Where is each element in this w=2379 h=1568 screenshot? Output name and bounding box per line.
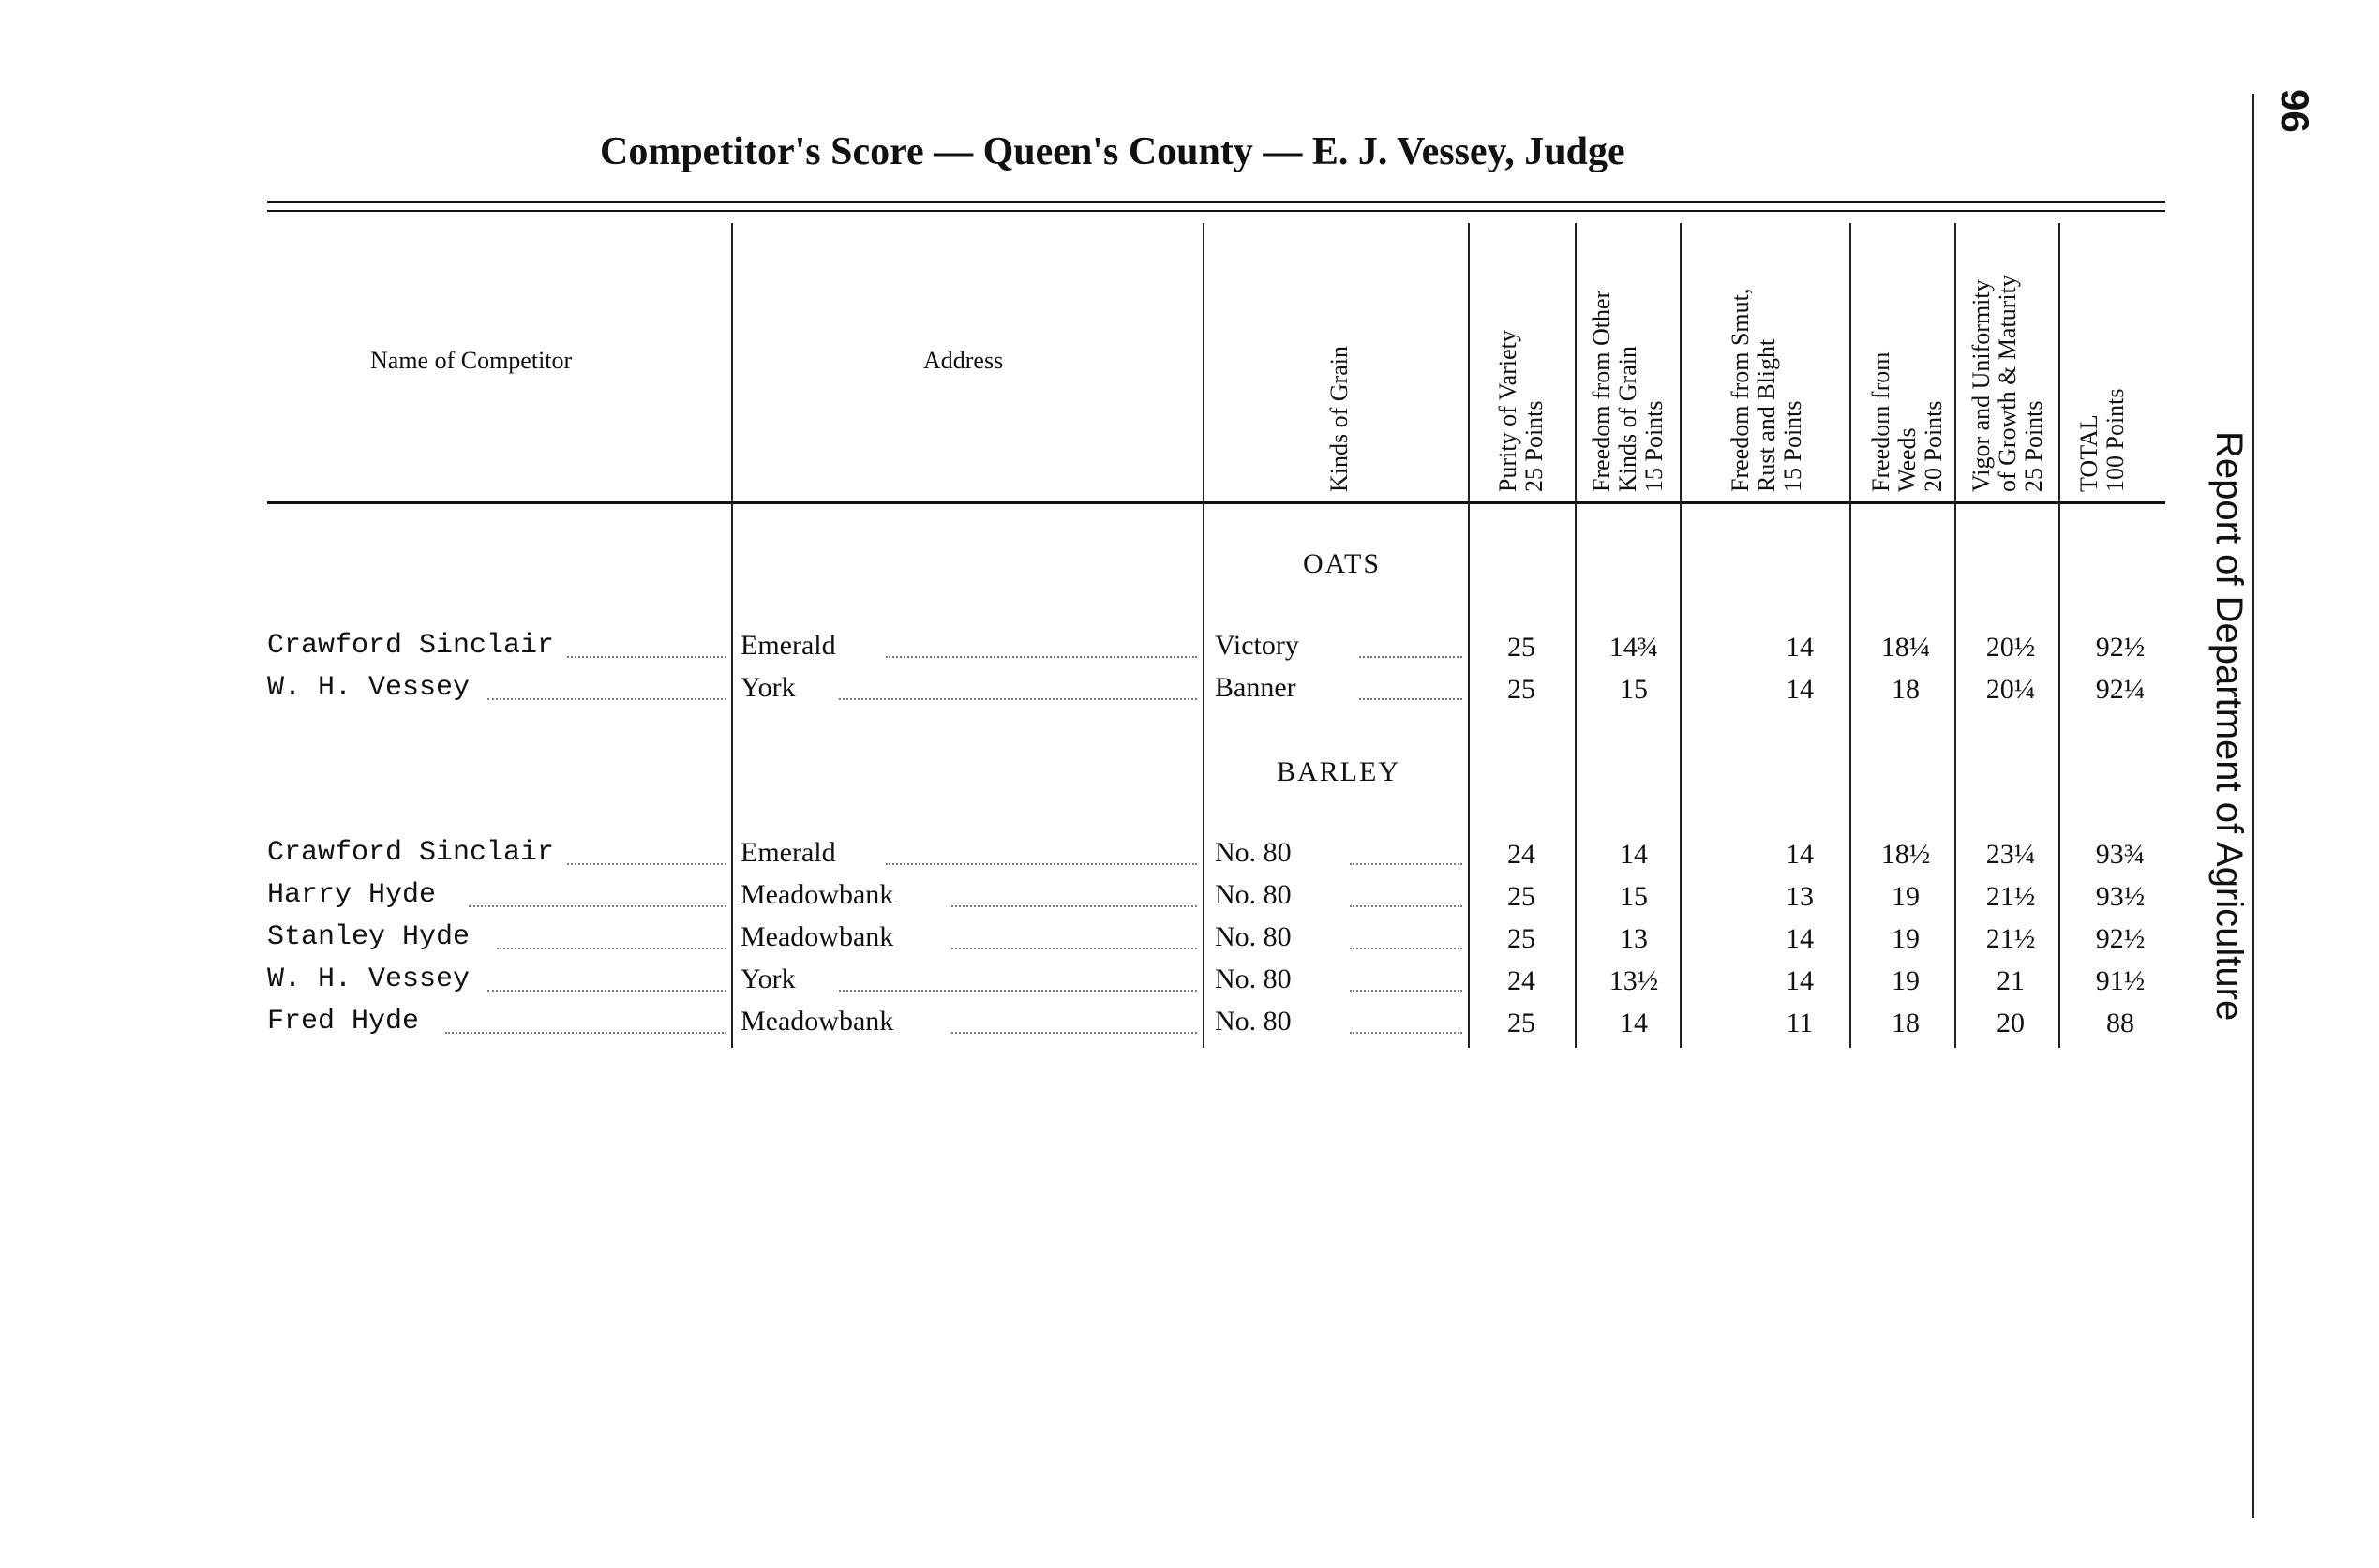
column-divider bbox=[1680, 223, 1682, 1048]
column-divider bbox=[1203, 223, 1204, 1048]
column-divider bbox=[1468, 223, 1470, 1048]
score-freedom-other: 15 bbox=[1620, 881, 1648, 912]
leader-dots bbox=[1359, 698, 1462, 700]
score-purity: 25 bbox=[1507, 881, 1535, 912]
header-purity: Purity of Variety 25 Points bbox=[1494, 330, 1548, 492]
grain: No. 80 bbox=[1215, 879, 1292, 910]
score-purity: 25 bbox=[1507, 923, 1535, 954]
top-rule bbox=[267, 201, 2165, 203]
section-label-oats: OATS bbox=[1303, 548, 1382, 579]
running-title: Report of Department of Agriculture bbox=[2208, 431, 2250, 1022]
leader-dots bbox=[567, 863, 726, 865]
leader-dots bbox=[886, 656, 1197, 658]
leader-dots bbox=[487, 990, 726, 992]
score-purity: 24 bbox=[1507, 839, 1535, 870]
score-freedom-other: 14 bbox=[1620, 839, 1648, 870]
score-total: 91½ bbox=[2095, 965, 2146, 996]
top-rule-secondary bbox=[267, 210, 2165, 212]
grain: No. 80 bbox=[1215, 837, 1292, 868]
header-freedom-other: Freedom from Other Kinds of Grain 15 Points bbox=[1588, 290, 1668, 492]
score-freedom-smut: 11 bbox=[1786, 1008, 1814, 1038]
leader-dots bbox=[839, 990, 1197, 992]
column-divider bbox=[1954, 223, 1956, 1048]
score-vigor: 20 bbox=[1997, 1008, 2025, 1038]
score-purity: 24 bbox=[1507, 965, 1535, 996]
leader-dots bbox=[1350, 1032, 1462, 1034]
score-purity: 25 bbox=[1507, 1008, 1535, 1038]
score-vigor: 21½ bbox=[1985, 923, 2036, 954]
leader-dots bbox=[1359, 656, 1462, 658]
column-divider bbox=[1575, 223, 1577, 1048]
score-freedom-smut: 14 bbox=[1786, 839, 1814, 870]
grain: No. 80 bbox=[1215, 921, 1292, 952]
competitor-name: W. H. Vessey bbox=[267, 963, 471, 995]
address: Meadowbank bbox=[741, 1006, 894, 1037]
header-freedom-weeds: Freedom from Weeds 20 Points bbox=[1867, 351, 1947, 492]
competitor-name: Harry Hyde bbox=[267, 879, 437, 911]
score-freedom-other: 13 bbox=[1620, 923, 1648, 954]
address: Meadowbank bbox=[741, 879, 894, 910]
section-label-barley: BARLEY bbox=[1277, 756, 1400, 787]
leader-dots bbox=[1350, 990, 1462, 992]
leader-dots bbox=[1350, 905, 1462, 907]
leader-dots bbox=[487, 698, 726, 700]
leader-dots bbox=[839, 698, 1197, 700]
competitor-name: W. H. Vessey bbox=[267, 672, 471, 704]
header-address: Address bbox=[923, 347, 1004, 374]
score-freedom-other: 14¾ bbox=[1608, 632, 1659, 663]
score-freedom-smut: 14 bbox=[1786, 632, 1814, 663]
leader-dots bbox=[469, 905, 726, 907]
leader-dots bbox=[567, 656, 726, 658]
score-vigor: 20¼ bbox=[1985, 674, 2036, 705]
address: York bbox=[741, 672, 796, 703]
address: Emerald bbox=[741, 630, 836, 661]
score-freedom-weeds: 19 bbox=[1892, 965, 1920, 996]
address: Meadowbank bbox=[741, 921, 894, 952]
score-total: 93½ bbox=[2095, 881, 2146, 912]
score-total: 92¼ bbox=[2095, 674, 2146, 705]
score-total: 92½ bbox=[2095, 923, 2146, 954]
score-freedom-other: 14 bbox=[1620, 1008, 1648, 1038]
leader-dots bbox=[951, 1032, 1197, 1034]
score-freedom-smut: 14 bbox=[1786, 923, 1814, 954]
grain: No. 80 bbox=[1215, 963, 1292, 994]
score-vigor: 21 bbox=[1997, 965, 2025, 996]
competitor-name: Fred Hyde bbox=[267, 1006, 420, 1038]
header-vigor: Vigor and Uniformity of Growth & Maturity 25 Points bbox=[1968, 275, 2047, 492]
header-grain: Kinds of Grain bbox=[1325, 346, 1353, 492]
header-rule bbox=[267, 501, 2165, 504]
score-freedom-weeds: 19 bbox=[1892, 923, 1920, 954]
leader-dots bbox=[1350, 948, 1462, 949]
score-freedom-other: 13½ bbox=[1608, 965, 1659, 996]
score-freedom-smut: 14 bbox=[1786, 674, 1814, 705]
score-vigor: 21½ bbox=[1985, 881, 2036, 912]
address: Emerald bbox=[741, 837, 836, 868]
score-vigor: 23¼ bbox=[1985, 839, 2036, 870]
score-freedom-smut: 14 bbox=[1786, 965, 1814, 996]
leader-dots bbox=[886, 863, 1197, 865]
grain: Banner bbox=[1215, 672, 1296, 703]
page-number: 96 bbox=[2273, 89, 2317, 133]
score-freedom-weeds: 18½ bbox=[1880, 839, 1931, 870]
score-purity: 25 bbox=[1507, 674, 1535, 705]
column-divider bbox=[2058, 223, 2060, 1048]
leader-dots bbox=[497, 948, 726, 949]
score-freedom-weeds: 18¼ bbox=[1880, 632, 1931, 663]
score-purity: 25 bbox=[1507, 632, 1535, 663]
address: York bbox=[741, 963, 796, 994]
score-total: 93¾ bbox=[2095, 839, 2146, 870]
score-freedom-weeds: 19 bbox=[1892, 881, 1920, 912]
header-name: Name of Competitor bbox=[370, 347, 573, 374]
grain: Victory bbox=[1215, 630, 1299, 661]
score-freedom-weeds: 18 bbox=[1892, 674, 1920, 705]
leader-dots bbox=[951, 905, 1197, 907]
score-total: 92½ bbox=[2095, 632, 2146, 663]
competitor-name: Crawford Sinclair bbox=[267, 630, 555, 662]
score-total: 88 bbox=[2106, 1008, 2134, 1038]
leader-dots bbox=[951, 948, 1197, 949]
header-freedom-smut: Freedom from Smut, Rust and Blight 15 Points bbox=[1727, 288, 1806, 492]
leader-dots bbox=[1350, 863, 1462, 865]
margin-rule bbox=[2252, 94, 2254, 1518]
header-total: TOTAL 100 Points bbox=[2075, 388, 2129, 492]
column-divider bbox=[1849, 223, 1851, 1048]
score-freedom-smut: 13 bbox=[1786, 881, 1814, 912]
score-freedom-other: 15 bbox=[1620, 674, 1648, 705]
score-vigor: 20½ bbox=[1985, 632, 2036, 663]
competitor-name: Stanley Hyde bbox=[267, 921, 471, 953]
page-title: Competitor's Score — Queen's County — E. J. Vessey, Judge bbox=[600, 130, 1625, 173]
column-divider bbox=[731, 223, 733, 1048]
competitor-name: Crawford Sinclair bbox=[267, 837, 555, 869]
leader-dots bbox=[445, 1032, 726, 1034]
score-freedom-weeds: 18 bbox=[1892, 1008, 1920, 1038]
grain: No. 80 bbox=[1215, 1006, 1292, 1037]
